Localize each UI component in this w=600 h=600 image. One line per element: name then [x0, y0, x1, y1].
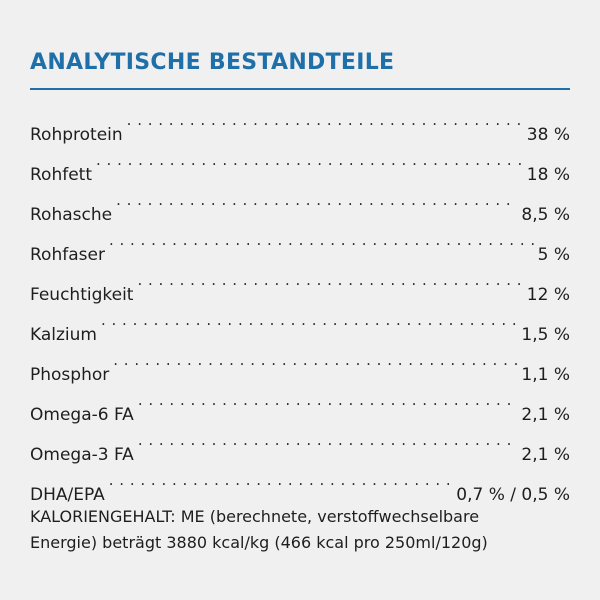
- nutrient-label: Phosphor: [30, 365, 110, 385]
- dot-leader: [113, 340, 517, 380]
- nutrient-value: 2,1 %: [521, 445, 570, 465]
- dot-leader: [138, 380, 518, 420]
- nutrient-label: Feuchtigkeit: [30, 285, 134, 305]
- dot-leader: [127, 100, 523, 140]
- nutrient-row-rohasche: [30, 180, 570, 225]
- nutrient-row-rohprotein: [30, 100, 570, 145]
- dot-leader: [137, 260, 522, 300]
- nutrient-label: Kalzium: [30, 325, 97, 345]
- dot-leader: [138, 420, 518, 460]
- dot-leader: [116, 180, 517, 220]
- nutrient-value: 8,5 %: [521, 205, 570, 225]
- nutrient-value: 1,1 %: [521, 365, 570, 385]
- nutrient-row-feuchtigkeit: [30, 260, 570, 305]
- nutrient-label: Rohprotein: [30, 125, 123, 145]
- nutrient-row-rohfett: [30, 140, 570, 185]
- section-title: ANALYTISCHE BESTANDTEILE: [30, 50, 395, 75]
- nutrient-row-omega-6: [30, 380, 570, 425]
- dot-leader: [101, 300, 517, 340]
- nutrient-label: Rohfett: [30, 165, 92, 185]
- nutrient-label: Rohasche: [30, 205, 113, 225]
- nutrient-row-kalzium: [30, 300, 570, 345]
- dot-leader: [109, 220, 534, 260]
- nutrient-label: DHA/EPA: [30, 485, 105, 505]
- nutrient-row-rohfaser: [30, 220, 570, 265]
- nutrient-value: 0,7 % / 0,5 %: [456, 485, 570, 505]
- energy-note-line-2: Energie) beträgt 3880 kcal/kg (466 kcal pro 250ml/120g): [30, 533, 488, 552]
- nutrient-row-phosphor: [30, 340, 570, 385]
- nutrient-row-dha-epa: [30, 460, 570, 505]
- nutrient-value: 12 %: [526, 285, 570, 305]
- nutrient-value: 18 %: [526, 165, 570, 185]
- nutrient-value: 5 %: [537, 245, 570, 265]
- analysis-panel: [30, 48, 570, 556]
- nutrient-label: Omega-3 FA: [30, 445, 134, 465]
- nutrient-label: Rohfaser: [30, 245, 105, 265]
- nutrient-value: 38 %: [526, 125, 570, 145]
- dot-leader: [109, 460, 453, 500]
- energy-note-line-1: KALORIENGEHALT: ME (berechnete, verstoffwechselbare: [30, 507, 480, 526]
- nutrient-label: Omega-6 FA: [30, 405, 134, 425]
- title-underline: [30, 88, 570, 90]
- nutrient-value: 2,1 %: [521, 405, 570, 425]
- nutrient-value: 1,5 %: [521, 325, 570, 345]
- dot-leader: [96, 140, 523, 180]
- nutrient-list: [30, 100, 570, 505]
